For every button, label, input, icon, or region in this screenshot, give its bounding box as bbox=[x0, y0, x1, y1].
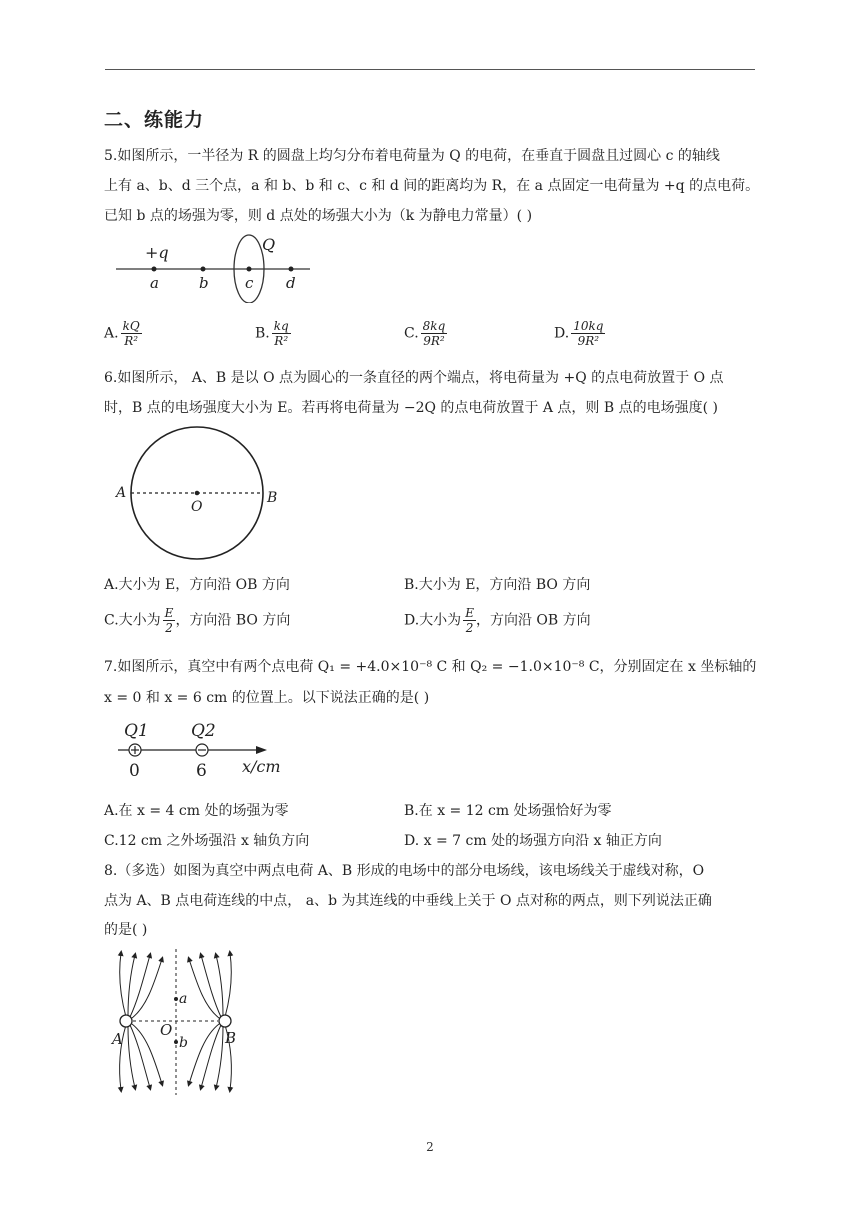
section-title: 二、练能力 bbox=[104, 109, 205, 131]
q6-line-1: 6.如图所示， A、B 是以 O 点为圆心的一条直径的两个端点，将电荷量为 +Q 的点电荷放置于 O 点 bbox=[104, 370, 724, 386]
q5-line-1: 5.如图所示，一半径为 R 的圆盘上均匀分布着电荷量为 Q 的电荷，在垂直于圆盘且过圆心 c 的轴线 bbox=[104, 148, 720, 164]
q7-axis-label: x/cm bbox=[242, 757, 281, 776]
q7-option-c[interactable]: C.12 cm 之外场强沿 x 轴负方向 bbox=[104, 833, 310, 849]
q7-q2-label: Q2 bbox=[191, 721, 216, 741]
q8-line-2: 点为 A、B 点电荷连线的中点， a、b 为其连线的中垂线上关于 O 点对称的两点，则下列说法正确 bbox=[104, 893, 712, 909]
q7-option-d[interactable]: D. x = 7 cm 处的场强方向沿 x 轴正方向 bbox=[404, 833, 662, 849]
q6-option-b[interactable]: B.大小为 E，方向沿 BO 方向 bbox=[404, 577, 591, 593]
q5-point-a: a bbox=[150, 274, 159, 292]
q5-point-d: d bbox=[286, 274, 296, 292]
q7-option-a[interactable]: A.在 x = 4 cm 处的场强为零 bbox=[104, 803, 289, 819]
q7-tick-6: 6 bbox=[196, 761, 207, 780]
q5-option-b[interactable]: B. $\frac{kq}{\text{R²}}$ bbox=[255, 319, 289, 348]
q8-line-1: 8.（多选）如图为真空中两点电荷 A、B 形成的电场中的部分电场线，该电场线关于虚线对称，O bbox=[104, 863, 705, 879]
q7-line-1: 7.如图所示，真空中有两个点电荷 Q₁ = +4.0×10⁻⁸ C 和 Q₂ = −1.0×10⁻⁸ C，分别固定在 x 坐标轴的 bbox=[104, 659, 757, 675]
q7-tick-0: 0 bbox=[129, 761, 140, 780]
q7-line-2: x = 0 和 x = 6 cm 的位置上。以下说法正确的是( ) bbox=[104, 690, 430, 706]
q8-line-3: 的是( ) bbox=[104, 922, 148, 938]
q8-field-lines-figure bbox=[108, 945, 243, 1097]
q8-label-a-charge: A bbox=[112, 1030, 123, 1048]
q5-point-b: b bbox=[199, 274, 209, 292]
q5-line-3: 已知 b 点的场强为零，则 d 点处的场强大小为（k 为静电力常量）( ) bbox=[104, 208, 533, 224]
header-rule bbox=[105, 69, 755, 70]
q5-charge-label: +q bbox=[145, 243, 169, 262]
q6-option-a[interactable]: A.大小为 E，方向沿 OB 方向 bbox=[104, 577, 290, 593]
q5-disk-axis-figure bbox=[110, 228, 320, 303]
q7-q1-label: Q1 bbox=[124, 721, 149, 741]
q8-label-b-point: b bbox=[179, 1035, 188, 1051]
q7-axis-figure bbox=[110, 716, 295, 780]
q5-option-d[interactable]: D. $\frac{10kq}{\text{9R²}}$ bbox=[554, 319, 604, 348]
q5-option-c[interactable]: C. $\frac{8kq}{\text{9R²}}$ bbox=[404, 319, 446, 348]
q6-label-a: A bbox=[116, 485, 127, 501]
q5-disk-label: Q bbox=[262, 235, 276, 254]
q5-point-c: c bbox=[245, 274, 254, 292]
q6-option-d[interactable]: D.大小为 $\frac{E}{2}$ ，方向沿 OB 方向 bbox=[404, 606, 591, 635]
q8-label-o: O bbox=[160, 1021, 173, 1039]
q6-option-c[interactable]: C.大小为 $\frac{E}{2}$ ，方向沿 BO 方向 bbox=[104, 606, 291, 635]
q6-label-o: O bbox=[191, 499, 203, 515]
q6-circle-figure bbox=[110, 425, 290, 560]
q8-label-b-charge: B bbox=[225, 1029, 237, 1047]
q5-option-a[interactable]: A. $\frac{kQ}{\text{R²}}$ bbox=[104, 319, 140, 348]
q5-line-2: 上有 a、b、d 三个点，a 和 b、b 和 c、c 和 d 间的距离均为 R，在 a 点固定一电荷量为 +q 的点电荷。 bbox=[104, 178, 760, 194]
q6-line-2: 时，B 点的电场强度大小为 E。若再将电荷量为 −2Q 的点电荷放置于 A 点，则 B 点的电场强度( ) bbox=[104, 400, 718, 416]
q7-option-b[interactable]: B.在 x = 12 cm 处场强恰好为零 bbox=[404, 803, 612, 819]
page-number: 2 bbox=[426, 1140, 434, 1154]
q6-label-b: B bbox=[267, 490, 278, 506]
q8-label-a-point: a bbox=[179, 991, 188, 1007]
